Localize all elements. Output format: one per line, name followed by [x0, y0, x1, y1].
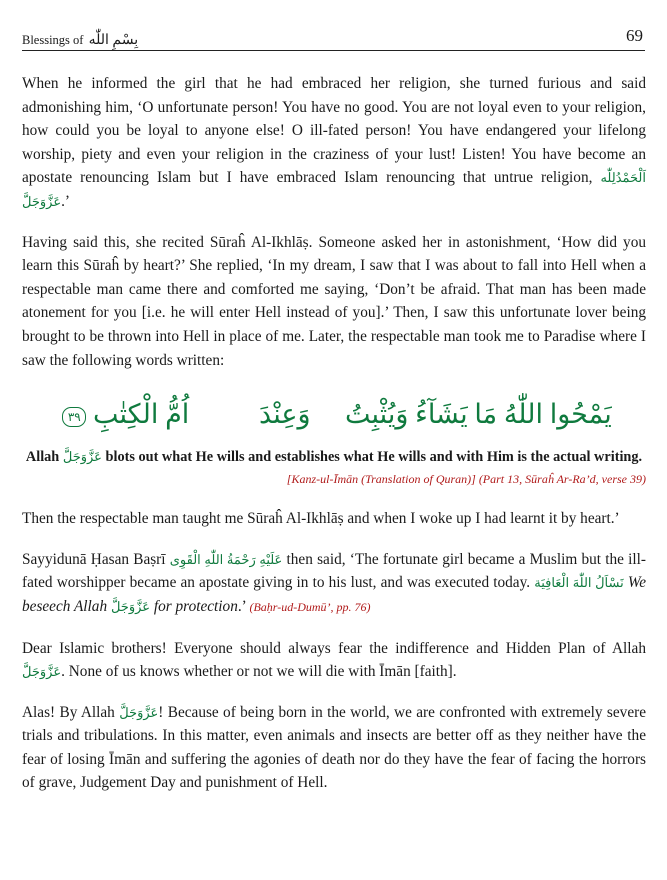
verse-arabic: يَمْحُوا اللّٰهُ مَا يَشَآءُ وَيُثْبِتُ ۚ وَعِنْدَهٗۤ اُمُّ الْكِتٰبِ: [93, 399, 612, 430]
verse-number-marker: ٣٩: [62, 407, 86, 427]
translation-end: blots out what He wills and establishes what He wills and with Him is the actual writing.: [105, 449, 643, 466]
arabic-phrase: عَزَّوَجَلَّ: [110, 598, 151, 614]
arabic-phrase: نَسْاَلُ اللّٰهَ الْعَافِيَة: [534, 575, 624, 591]
arabic-phrase: عَلَيْهِ رَحْمَةُ اللّٰهِ الْقَوِى: [169, 551, 283, 567]
paragraph-text: ! Because of being born in the world, we are confronted with extremely severe trials and tribulations. In this matter, even animals and insects are better off as they neither have the fear of losing Īmān and suffering the agonies of death nor do they have the fear of facing the horrors of grave, Judgement Day and punishment of Hell.: [22, 703, 646, 792]
verse-translation: [22, 446, 646, 468]
paragraph-text: Alas! By Allah: [22, 703, 115, 721]
paragraph-text: Dear Islamic brothers! Everyone should always fear the indifference and Hidden Plan of Allah: [22, 639, 646, 657]
quran-verse: [22, 390, 646, 438]
translation-arabic: عَزَّوَجَلَّ: [62, 449, 102, 465]
paragraph-text: When he informed the girl that he had embraced her religion, she turned furious and said admonishing him, ‘O unfortunate person! You have no good. You are not loyal even to your religion, how could you be loyal to anyone else! O ill-fated person! You have endangered your lifelong worship, piety and even your religion in the craziness of your lust! Listen! You have become an apostate renouncing Islam but I have embraced Islam renouncing that untrue religion,: [22, 75, 646, 187]
paragraph-text: Sayyidunā Ḥasan Baṣrī: [22, 550, 166, 568]
paragraph-end: . None of us knows whether or not we will die with Īmān [faith].: [61, 663, 457, 681]
paragraph-5: [22, 637, 646, 684]
paragraph-end: .’: [61, 192, 71, 210]
arabic-phrase: عَزَّوَجَلَّ: [119, 704, 159, 720]
paragraph-4: [22, 548, 646, 620]
arabic-phrase: عَزَّوَجَلَّ: [22, 664, 62, 680]
italic-text: for protection: [153, 597, 238, 615]
italic-text: We beseech Allah: [22, 574, 646, 615]
verse-reference: [Kanz-ul-Īmān (Translation of Quran)] (Part 13, Sūraĥ Ar-Ra’d, verse 39): [286, 472, 646, 487]
book-title-arabic: بِسْمِ اللّٰه: [88, 33, 139, 48]
paragraph-1: [22, 72, 646, 214]
source-reference: (Baḥr-ud-Dumū’, pp. 76): [249, 599, 371, 614]
paragraph-text: then said, ‘The fortunate girl became a Muslim but the ill-fated worshipper became an apostate giving in to his lust, and was executed today.: [22, 550, 646, 592]
paragraph-3: Then the respectable man taught me Sūraĥ Al-Ikhlāṣ and when I woke up I had learnt it by heart.’: [22, 510, 620, 528]
paragraph-6: [22, 701, 646, 795]
paragraph-end: .’: [237, 597, 246, 615]
page-body: [22, 72, 646, 812]
translation-start: Allah: [25, 449, 60, 466]
running-title: [22, 32, 138, 49]
book-title: Blessings of: [22, 33, 84, 47]
arabic-phrase: اَلْحَمْدُلِلّٰه عَزَّوَجَلَّ: [22, 170, 646, 209]
page-number: 69: [626, 26, 643, 45]
page-header: [22, 16, 645, 51]
paragraph-2: Having said this, she recited Sūraĥ Al-Ikhlāṣ. Someone asked her in astonishment, ‘How did you learn this Sūraĥ by heart?’ She replied, ‘In my dream, I saw that I was about to fall into Hell when a respectable man came there and comforted me saying, ‘Don’t be afraid. That man has been made atonement for you [i.e. he will enter Hell instead of you].’ Then, I saw this unfortunate lover being brought to be thrown into Hell in place of me. Later, the respectable man took me to Paradise where I saw the following words written:: [22, 233, 646, 369]
